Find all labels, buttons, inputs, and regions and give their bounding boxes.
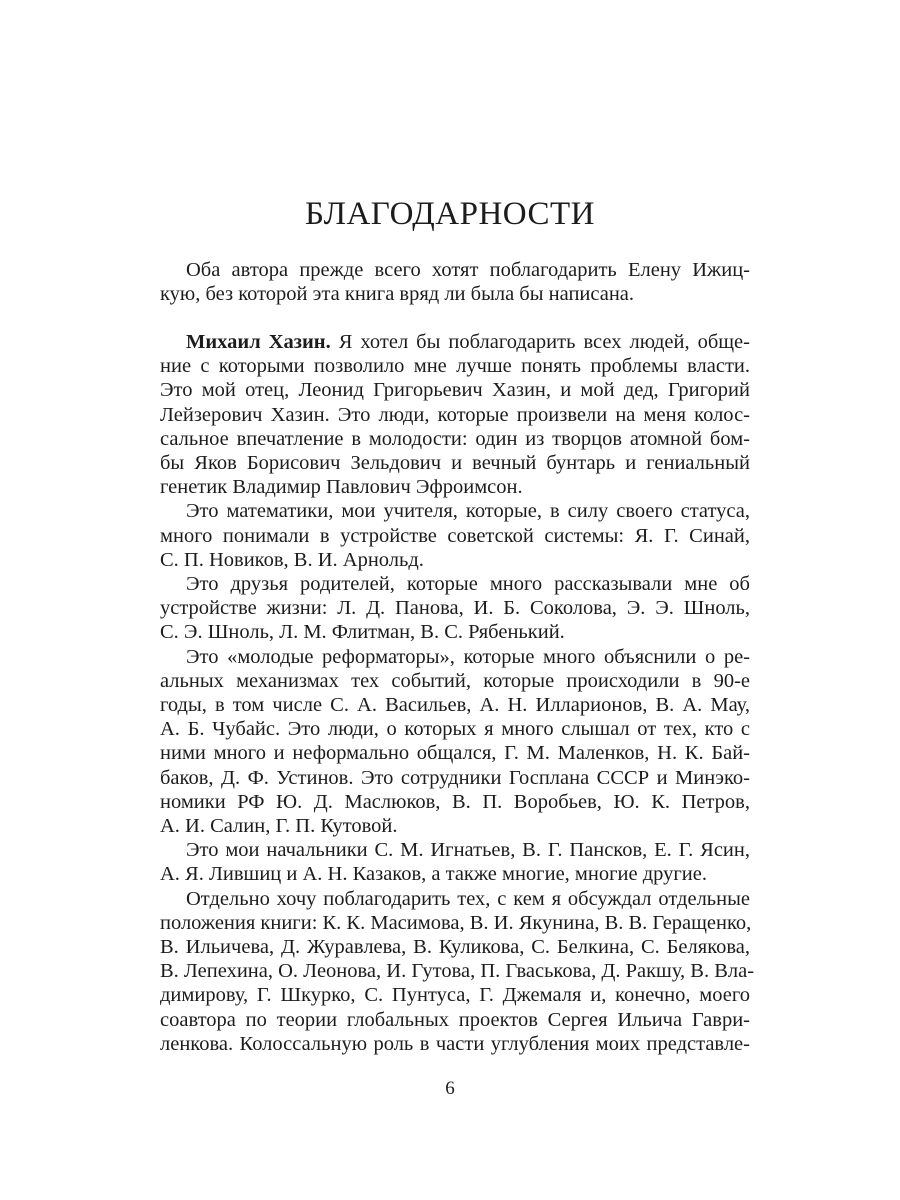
paragraph-khazin-intro <box>160 330 750 499</box>
text-line: ние с которыми позволило мне лучше понять проблемы власти. <box>160 355 750 378</box>
author-name: Михаил Хазин. <box>186 331 331 353</box>
text-line: альных механизмах тех событий, которые происходили в 90-е <box>160 669 750 692</box>
text-line: много понимали в устройстве советской системы: Я. Г. Синай, <box>160 524 750 547</box>
text-line: А. И. Салин, Г. П. Кутовой. <box>160 815 398 838</box>
text-line: положения книги: К. К. Масимова, В. И. Якунина, В. В. Геращенко, <box>160 911 752 934</box>
intro-paragraph <box>160 258 750 306</box>
text-line: Оба автора прежде всего хотят поблагодарить Елену Ижиц- <box>186 259 750 281</box>
text-line: В. Лепехина, О. Леонова, И. Гутова, П. Гваськова, Д. Ракшу, В. Вла- <box>160 960 755 983</box>
page-number: 6 <box>445 1078 455 1099</box>
paragraph-discussants <box>160 887 755 1056</box>
text-line: бы Яков Борисович Зельдович и вечный бунтарь и гениальный <box>160 452 750 475</box>
text-line: С. Э. Шноль, Л. М. Флитман, В. С. Рябенький. <box>160 621 565 644</box>
text-line: генетик Владимир Павлович Эфроимсон. <box>160 476 523 499</box>
main-text <box>160 330 755 1056</box>
text-line: кую, без которой эта книга вряд ли была бы написана. <box>160 283 635 306</box>
text-line: А. Я. Лившиц и А. Н. Казаков, а также многие, многие другие. <box>160 863 707 886</box>
text-line: соавтора по теории глобальных проектов Сергея Ильича Гаври- <box>160 1008 750 1031</box>
text-fragment: Я хотел бы поблагодарить всех людей, обще- <box>330 331 750 353</box>
text-line: Это мои начальники С. М. Игнатьев, В. Г. Пансков, Е. Г. Ясин, <box>186 839 750 862</box>
text-line: устройстве жизни: Л. Д. Панова, И. Б. Соколова, Э. Э. Шноль, <box>160 597 750 620</box>
text-line: сальное впечатление в молодости: один из творцов атомной бом- <box>160 427 750 450</box>
text-line: Лейзерович Хазин. Это люди, которые произвели на меня колос- <box>160 403 750 426</box>
text-line: димирову, Г. Шкурко, С. Пунтуса, Г. Джемаля и, конечно, моего <box>160 984 750 1007</box>
text-line <box>160 330 750 354</box>
page-title: БЛАГОДАРНОСТИ <box>304 196 596 232</box>
paragraph-bosses <box>160 838 750 886</box>
text-line: Это «молодые реформаторы», которые много объяснили о ре- <box>186 645 750 668</box>
text-line: номики РФ Ю. Д. Маслюков, В. П. Воробьев, Ю. К. Петров, <box>160 790 750 813</box>
text-line: Это математики, мои учителя, которые, в силу своего статуса, <box>186 500 750 523</box>
text-line: баков, Д. Ф. Устинов. Это сотрудники Госплана СССР и Минэко- <box>160 766 750 789</box>
text-line: Отдельно хочу поблагодарить тех, с кем я обсуждал отдельные <box>186 887 750 910</box>
text-line: Это друзья родителей, которые много рассказывали мне об <box>186 573 750 596</box>
text-line: годы, в том числе С. А. Васильев, А. Н. Илларионов, В. А. Мау, <box>160 694 750 717</box>
text-line: А. Б. Чубайс. Это люди, о которых я много слышал от тех, кто с <box>160 718 750 741</box>
paragraph-mathematicians <box>160 499 750 572</box>
paragraph-reformers <box>160 645 750 839</box>
text-line: В. Ильичева, Д. Журавлева, В. Куликова, С. Белкина, С. Белякова, <box>160 936 750 959</box>
text-line: ними много и неформально общался, Г. М. Маленков, Н. К. Бай- <box>160 742 750 765</box>
text-line: Это мой отец, Леонид Григорьевич Хазин, и мой дед, Григорий <box>160 379 750 402</box>
text-line: С. П. Новиков, В. И. Арнольд. <box>160 548 424 571</box>
text-line: ленкова. Колоссальную роль в части углубления моих представле- <box>160 1032 750 1055</box>
paragraph-parents-friends <box>160 572 750 645</box>
